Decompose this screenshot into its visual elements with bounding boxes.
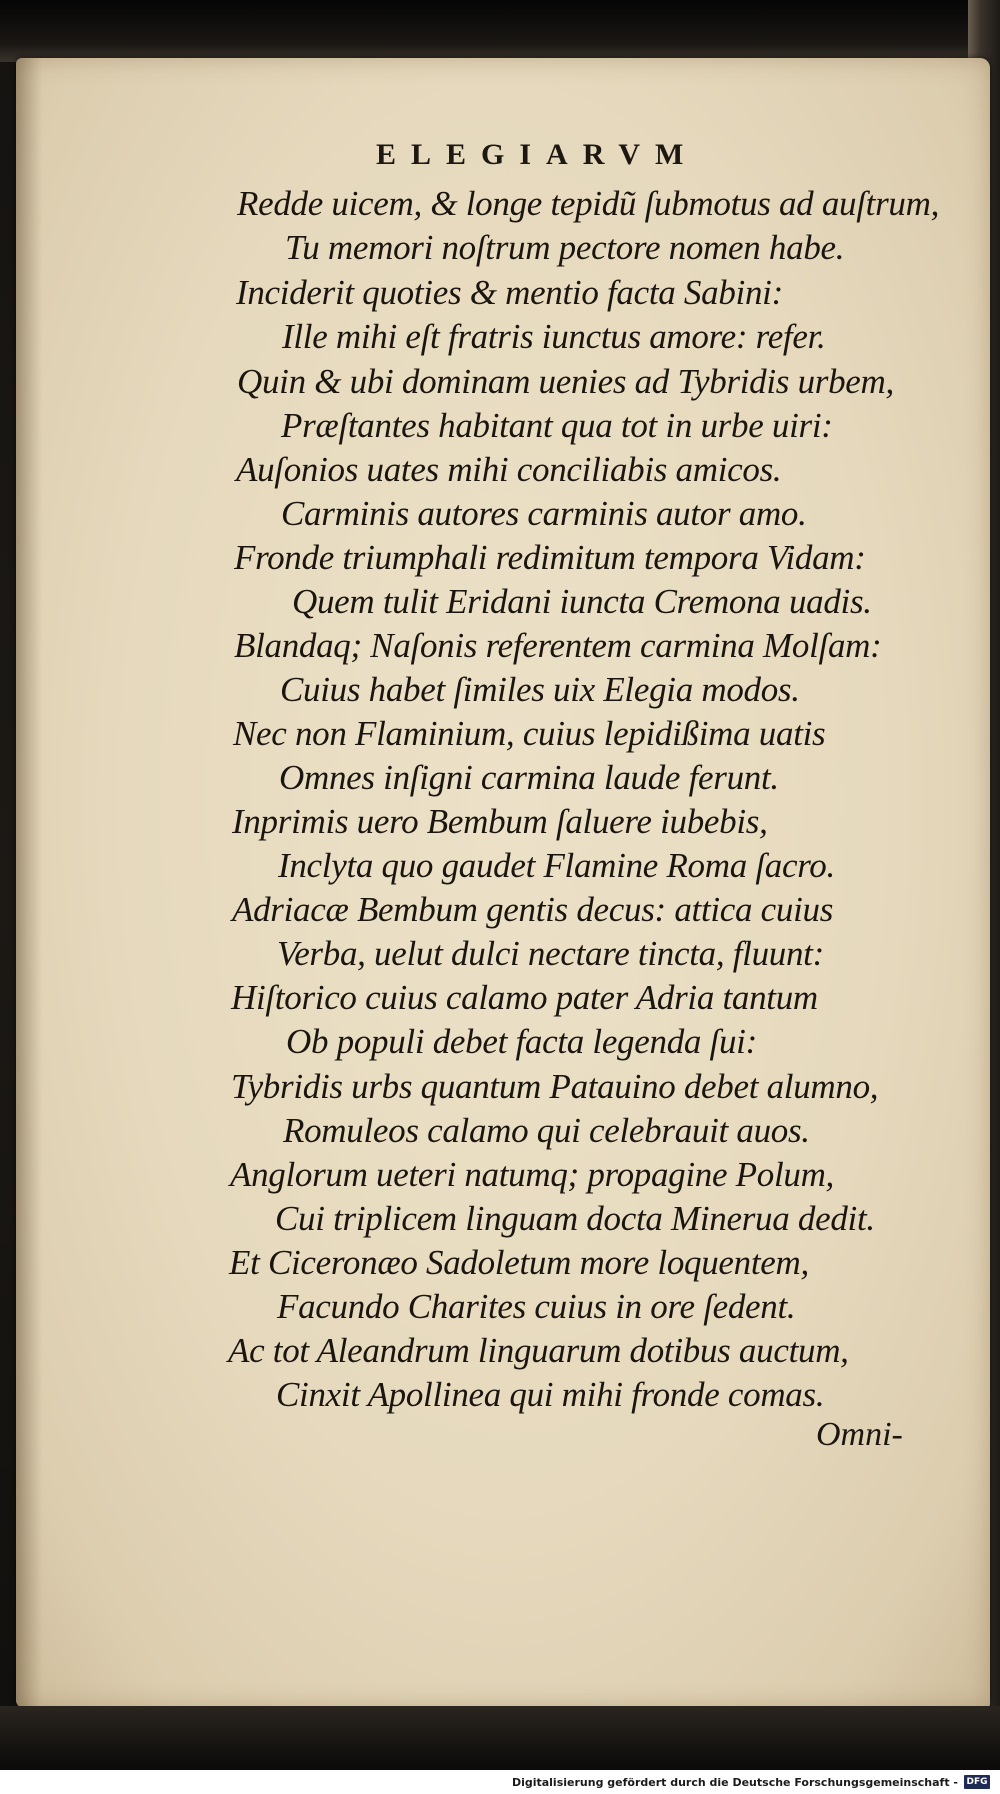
verse-line: Tu memori noſtrum pectore nomen habe. bbox=[285, 228, 845, 267]
verse-line: Redde uicem, & longe tepidũ ſubmotus ad auſtrum, bbox=[237, 184, 940, 223]
verse-line: Auſonios uates mihi conciliabis amicos. bbox=[236, 450, 782, 489]
verse-line: Cui triplicem linguam docta Minerua dedit. bbox=[275, 1199, 875, 1238]
book-bottom-edge bbox=[0, 1706, 1000, 1770]
verse-line: Nec non Flaminium, cuius lepidißima uatis bbox=[233, 714, 826, 753]
verse-line: Inclyta quo gaudet Flamine Roma ſacro. bbox=[278, 846, 835, 885]
verse-line: Cinxit Apollinea qui mihi fronde comas. bbox=[276, 1375, 825, 1414]
catchword: Omni- bbox=[816, 1416, 903, 1453]
digitization-credit: Digitalisierung gefördert durch die Deutsche Forschungsgemeinschaft - bbox=[511, 1776, 958, 1789]
verse-line: Quin & ubi dominam uenies ad Tybridis urbem, bbox=[237, 362, 894, 401]
verse-line: Facundo Charites cuius in ore ſedent. bbox=[277, 1287, 796, 1326]
verse-line: Inprimis uero Bembum ſaluere iubebis, bbox=[232, 802, 768, 841]
verse-line: Inciderit quoties & mentio facta Sabini: bbox=[236, 273, 783, 312]
verse-line: Et Ciceronæo Sadoletum more loquentem, bbox=[229, 1243, 809, 1282]
verse-line: Præſtantes habitant qua tot in urbe uiri: bbox=[281, 406, 833, 445]
verse-line: Carminis autores carminis autor amo. bbox=[281, 494, 807, 533]
verse-line: Adriacæ Bembum gentis decus: attica cuius bbox=[232, 890, 834, 929]
running-head: ELEGIARVM bbox=[376, 138, 699, 171]
verse-line: Anglorum ueteri natumq; propagine Polum, bbox=[230, 1155, 835, 1194]
verse-line: Cuius habet ſimiles uix Elegia modos. bbox=[280, 670, 800, 709]
verse-line: Tybridis urbs quantum Patauino debet alumno, bbox=[231, 1067, 879, 1106]
dfg-logo: DFG bbox=[964, 1775, 990, 1789]
verse-line: Ac tot Aleandrum linguarum dotibus auctum, bbox=[228, 1331, 849, 1370]
verse-line: Ille mihi eſt fratris iunctus amore: refer. bbox=[282, 317, 826, 356]
book-top-edge bbox=[0, 0, 1000, 62]
verse-line: Blandaq; Naſonis referentem carmina Molſam: bbox=[234, 626, 882, 665]
verse-line: Romuleos calamo qui celebrauit auos. bbox=[283, 1111, 810, 1150]
verse-line: Verba, uelut dulci nectare tincta, fluunt: bbox=[277, 934, 824, 973]
page-gutter-shadow bbox=[16, 58, 42, 1708]
verse-line: Ob populi debet facta legenda ſui: bbox=[286, 1022, 757, 1061]
verse-line: Omnes inſigni carmina laude ferunt. bbox=[279, 758, 779, 797]
verse-line: Fronde triumphali redimitum tempora Vidam: bbox=[234, 538, 866, 577]
verse-line: Hiſtorico cuius calamo pater Adria tantum bbox=[231, 978, 818, 1017]
verse-line: Quem tulit Eridani iuncta Cremona uadis. bbox=[292, 582, 872, 621]
